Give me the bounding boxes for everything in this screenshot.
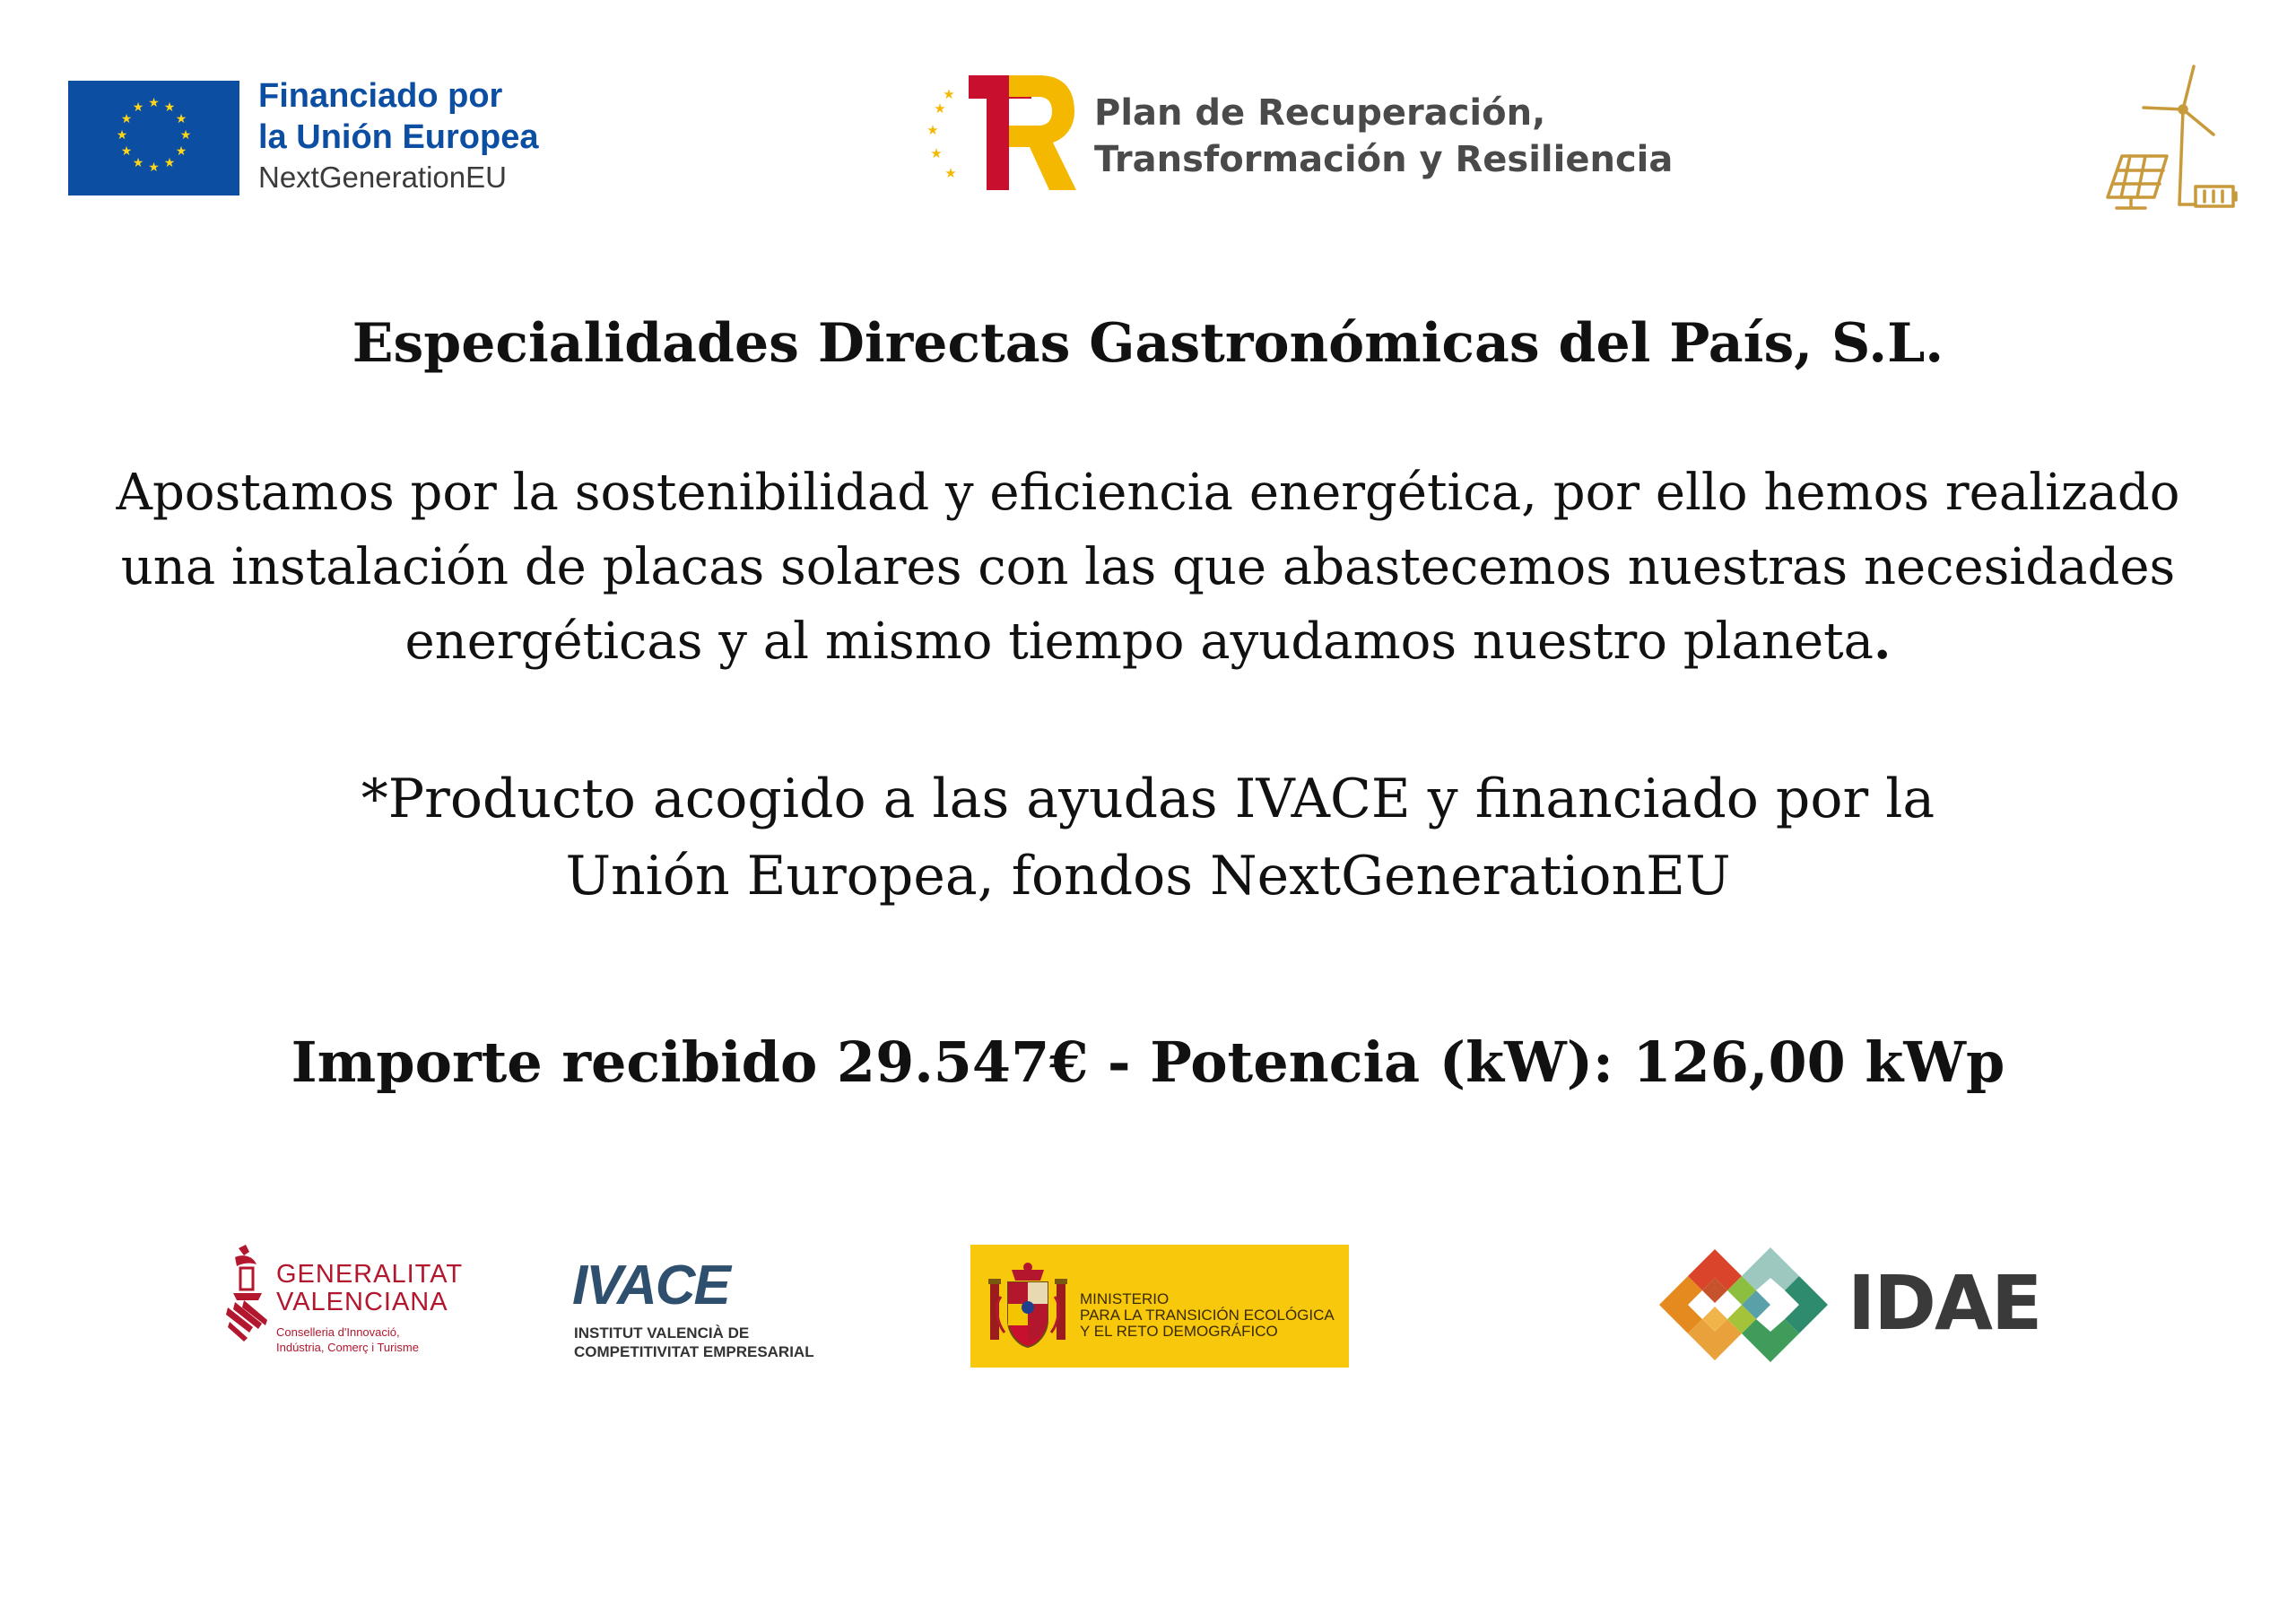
company-name-heading: Especialidades Directas Gastronómicas del País, S.L.: [352, 312, 1944, 375]
svg-text:★: ★: [926, 122, 939, 138]
solar-wind-battery-icon: [2090, 63, 2242, 215]
paragraph-line-text: energéticas y al mismo tiempo ayudamos nuestro planeta: [404, 612, 1874, 671]
ministerio-line: Y EL RETO DEMOGRÁFICO: [1080, 1323, 1278, 1340]
svg-text:★: ★: [175, 144, 187, 159]
svg-text:★: ★: [148, 161, 160, 175]
prtr-logo-text: [1094, 90, 1673, 183]
generalitat-valenciana-logo: [226, 1245, 477, 1352]
eu-logo-text: [258, 75, 563, 197]
svg-text:★: ★: [944, 165, 957, 181]
aid-note-line: Unión Europea, fondos NextGenerationEU: [565, 845, 1731, 908]
svg-text:★: ★: [120, 144, 133, 159]
ivace-subtitle-line: INSTITUT VALENCIÀ DE: [574, 1324, 750, 1342]
ministerio-line: MINISTERIO: [1080, 1290, 1170, 1307]
ivace-logo: [572, 1255, 814, 1365]
ivace-subtitle: [574, 1324, 814, 1361]
prtr-tr-icon: [924, 72, 1078, 194]
eu-logo-line: Financiado por: [258, 77, 503, 115]
svg-text:★: ★: [120, 112, 133, 126]
prtr-logo-line: Transformación y Resiliencia: [1094, 139, 1674, 180]
svg-text:★: ★: [132, 156, 144, 170]
generalitat-line: GENERALITAT: [276, 1260, 464, 1289]
generalitat-line: VALENCIANA: [276, 1288, 448, 1316]
ivace-subtitle-line: COMPETITIVITAT EMPRESARIAL: [574, 1343, 814, 1360]
svg-text:★: ★: [132, 100, 144, 115]
generalitat-text: [276, 1261, 463, 1355]
paragraph-line: una instalación de placas solares con las que abastecemos nuestras necesidades: [120, 538, 2176, 596]
svg-text:★: ★: [930, 145, 943, 161]
idae-interlocking-squares-icon: [1656, 1242, 1844, 1368]
eu-logo-line: la Unión Europea: [258, 118, 539, 156]
amount-and-power: Importe recibido 29.547€ - Potencia (kW): 126,00 kWp: [291, 1029, 2005, 1095]
svg-text:★: ★: [163, 100, 176, 115]
conselleria-line: Conselleria d'Innovació,: [276, 1325, 400, 1339]
ministerio-line: PARA LA TRANSICIÓN ECOLÓGICA: [1080, 1307, 1335, 1324]
eu-logo-line: NextGenerationEU: [258, 161, 507, 194]
eu-funding-logo: [68, 77, 552, 197]
eu-flag-icon: [68, 81, 239, 195]
svg-text:★: ★: [148, 96, 160, 110]
idae-logo: [1656, 1242, 2041, 1368]
generalitat-shield-icon: [226, 1245, 271, 1343]
sustainability-paragraph: [72, 456, 2224, 679]
ivace-wordmark: IVACE: [572, 1255, 729, 1316]
svg-text:★: ★: [934, 100, 946, 117]
aid-note: [72, 760, 2224, 915]
prtr-logo: [924, 72, 1695, 197]
spain-coat-of-arms-icon: [985, 1261, 1071, 1354]
svg-text:★: ★: [943, 86, 955, 102]
paragraph-line: [72, 604, 2224, 679]
svg-text:★: ★: [163, 156, 176, 170]
conselleria-line: Indústria, Comerç i Turisme: [276, 1341, 419, 1354]
prtr-logo-line: Plan de Recuperación,: [1094, 92, 1546, 134]
paragraph-line: Apostamos por la sostenibilidad y eficiencia energética, por ello hemos realizado: [116, 464, 2180, 522]
idae-wordmark: IDAE: [1848, 1259, 2041, 1347]
svg-text:★: ★: [116, 128, 128, 143]
paragraph-end-mark: .: [1873, 612, 1892, 671]
ministerio-transicion-ecologica-logo: [970, 1245, 1349, 1368]
svg-text:★: ★: [175, 112, 187, 126]
aid-note-line: *Producto acogido a las ayudas IVACE y financiado por la: [361, 768, 1935, 830]
ministerio-text: [1080, 1291, 1335, 1340]
svg-text:★: ★: [179, 128, 192, 143]
